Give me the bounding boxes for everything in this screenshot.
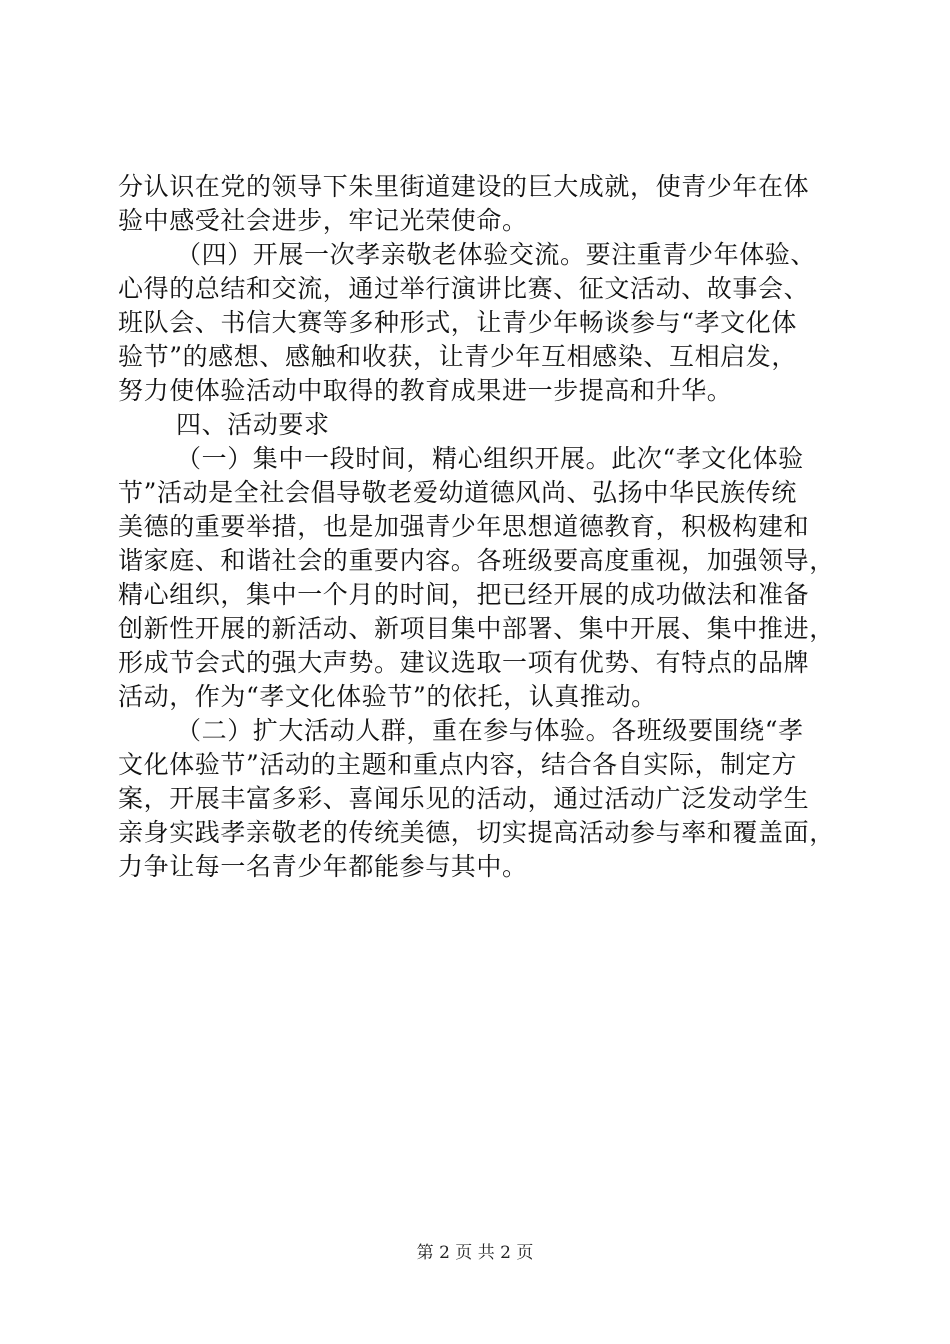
text-line: 形成节会式的强大声势。建议选取一项有优势、有特点的品牌 — [118, 648, 810, 677]
text-line: 案，开展丰富多彩、喜闻乐见的活动，通过活动广泛发动学生 — [118, 784, 810, 813]
text-line: 精心组织，集中一个月的时间，把已经开展的成功做法和准备 — [118, 580, 810, 609]
text-line: 分认识在党的领导下朱里街道建设的巨大成就，使青少年在体 — [118, 172, 810, 201]
text-line: （二）扩大活动人群，重在参与体验。各班级要围绕“孝 — [176, 716, 804, 745]
text-line: 验节”的感想、感触和收获，让青少年互相感染、互相启发， — [118, 342, 797, 371]
text-line: 验中感受社会进步，牢记光荣使命。 — [118, 206, 528, 235]
text-line: 美德的重要举措，也是加强青少年思想道德教育，积极构建和 — [118, 512, 810, 541]
text-line: 班队会、书信大赛等多种形式，让青少年畅谈参与“孝文化体 — [118, 308, 797, 337]
text-line: 力争让每一名青少年都能参与其中。 — [118, 852, 528, 881]
text-line: （一）集中一段时间，精心组织开展。此次“孝文化体验 — [176, 444, 804, 473]
document-body — [118, 170, 838, 884]
text-line: 节”活动是全社会倡导敬老爱幼道德风尚、弘扬中华民族传统 — [118, 478, 797, 507]
text-line: 心得的总结和交流，通过举行演讲比赛、征文活动、故事会、 — [118, 274, 810, 303]
page-footer: 第 2 页 共 2 页 — [416, 1243, 534, 1263]
text-line: 努力使体验活动中取得的教育成果进一步提高和升华。 — [118, 376, 733, 405]
text-line: 谐家庭、和谐社会的重要内容。各班级要高度重视，加强领导， — [118, 546, 835, 575]
text-line: 亲身实践孝亲敬老的传统美德，切实提高活动参与率和覆盖面， — [118, 818, 835, 847]
text-line: （四）开展一次孝亲敬老体验交流。要注重青少年体验、 — [176, 240, 817, 269]
text-line: 四、活动要求 — [176, 410, 330, 439]
text-line: 文化体验节”活动的主题和重点内容，结合各自实际，制定方 — [118, 750, 797, 779]
text-line: 创新性开展的新活动、新项目集中部署、集中开展、集中推进， — [118, 614, 835, 643]
text-line: 活动，作为“孝文化体验节”的依托，认真推动。 — [118, 682, 657, 711]
